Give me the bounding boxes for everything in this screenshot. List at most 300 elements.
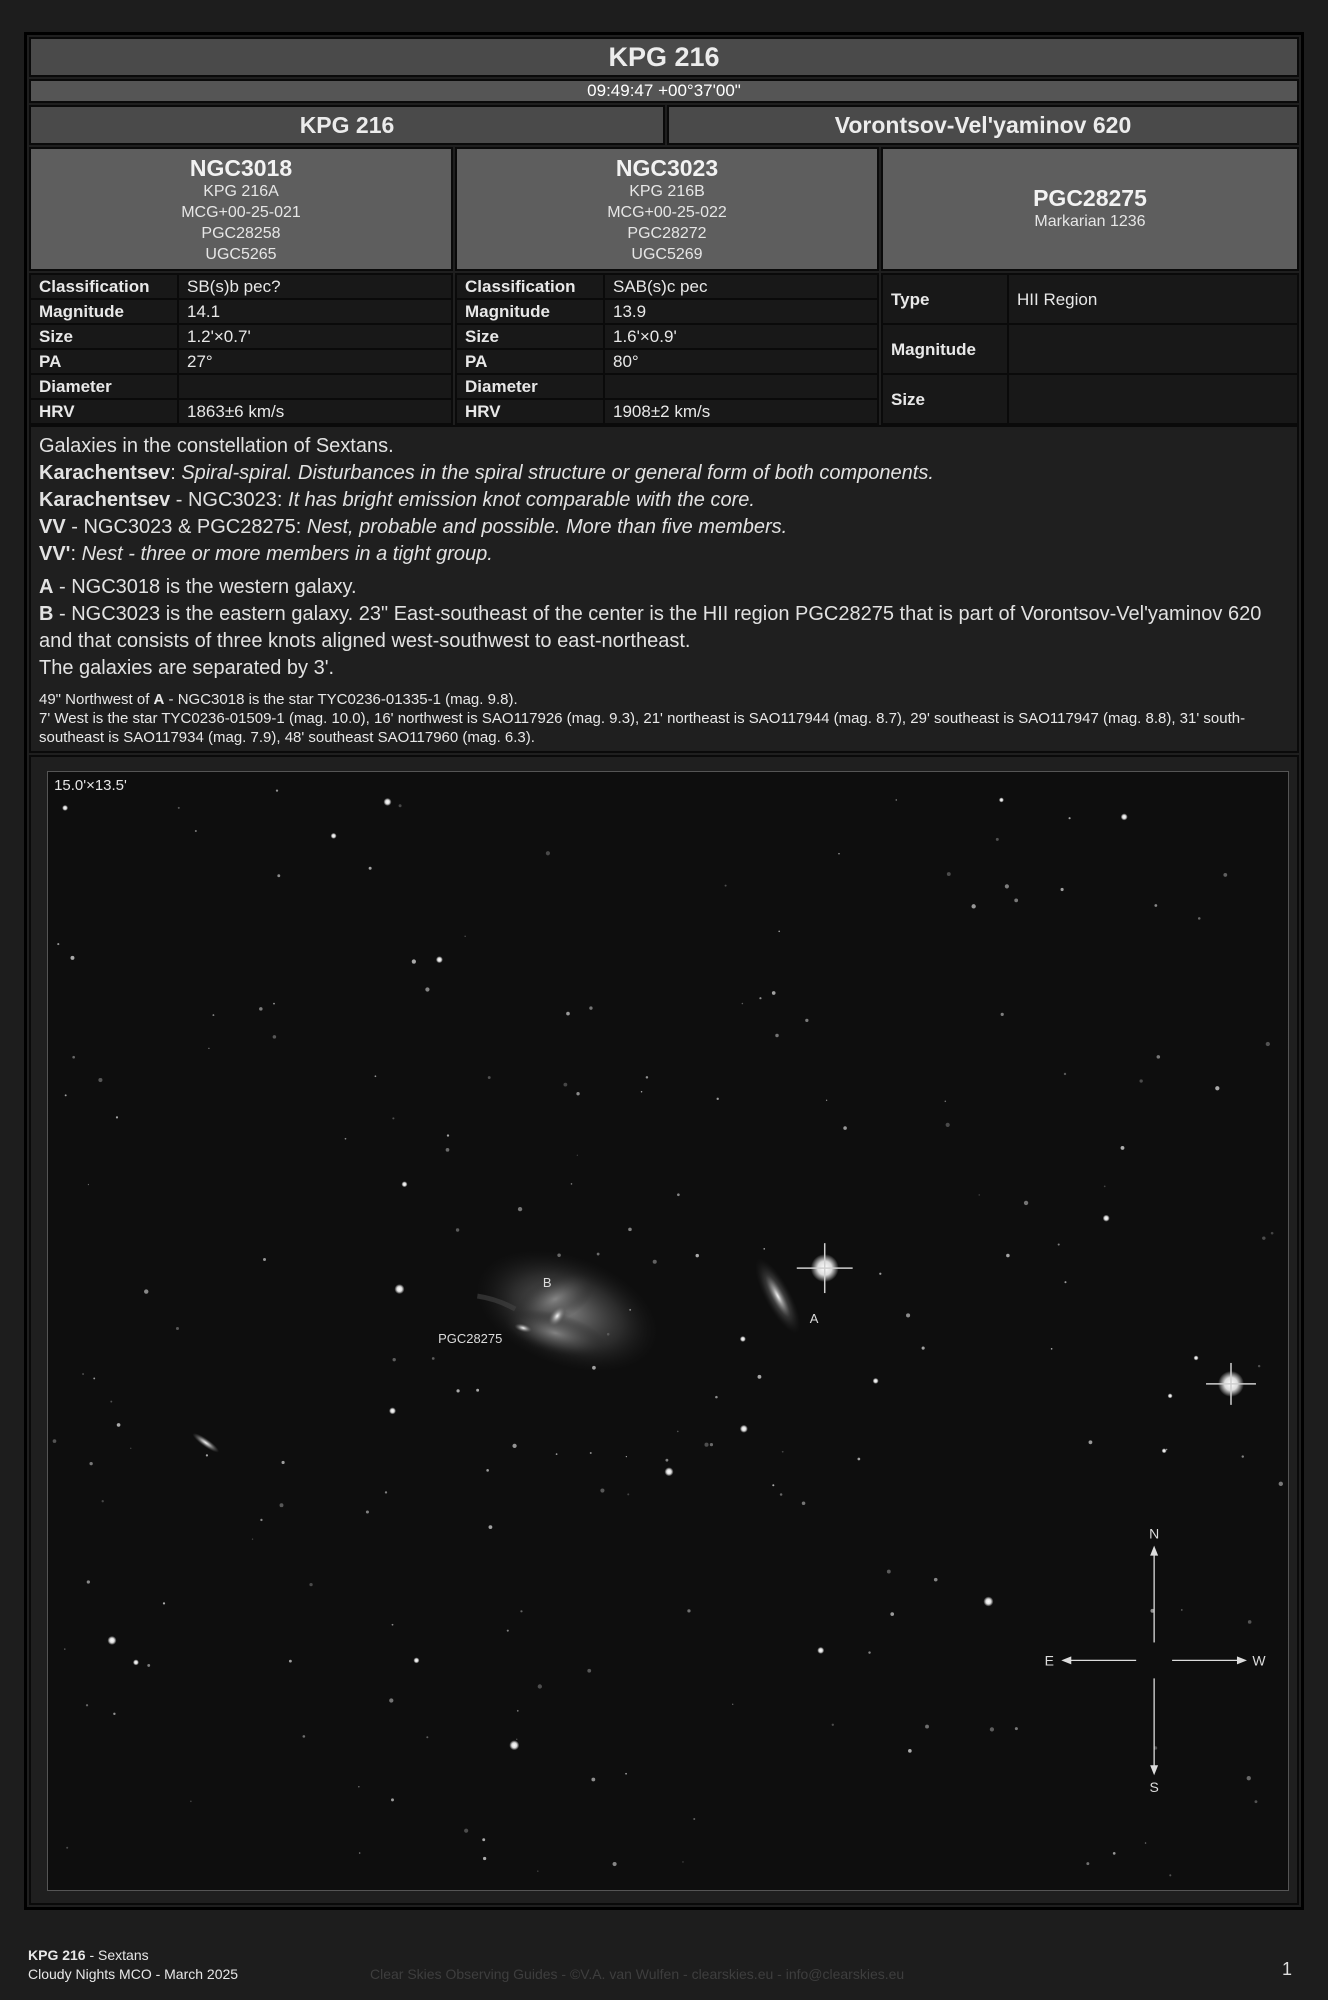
star: [1168, 1393, 1173, 1398]
faint-star: [263, 1258, 266, 1261]
table-row: [456, 324, 878, 349]
faint-star: [392, 1117, 394, 1119]
faint-star: [412, 959, 416, 963]
faint-star: [252, 1538, 253, 1539]
note-label: Karachentsev: [39, 489, 171, 511]
object-alias: KPG 216B: [629, 183, 705, 200]
faint-star: [537, 1871, 538, 1872]
faint-star: [934, 1578, 938, 1582]
faint-star: [717, 1098, 719, 1100]
props-table-ngc3023: [455, 273, 879, 425]
object-ngc3018: [29, 147, 453, 271]
faint-star: [70, 956, 74, 960]
note-text: - NGC3018 is the star TYC0236-01335-1 (mag. 9.8).: [164, 691, 518, 708]
faint-star: [273, 1003, 275, 1005]
faint-star: [591, 1778, 595, 1782]
note-text: - NGC3023 is the eastern galaxy. 23" East-southeast of the center is the HII region PGC28275 that is part of Vorontsov-Vel'yaminov 620 and that consists of three knots aligned west-southwest to east-northeast.: [39, 603, 1262, 652]
note-label: VV: [39, 516, 66, 538]
faint-star: [489, 1525, 493, 1529]
footer-title: KPG 216: [28, 1947, 86, 1963]
faint-star: [147, 1664, 150, 1667]
fov-label: 15.0'×13.5': [54, 776, 127, 794]
guide-sheet: [24, 32, 1304, 1910]
faint-star: [282, 1461, 285, 1464]
star: [108, 1636, 117, 1645]
prop-value: 80°: [604, 349, 878, 374]
faint-star: [358, 1786, 359, 1787]
faint-star: [1113, 1852, 1116, 1855]
faint-star: [590, 1452, 592, 1454]
faint-star: [826, 1100, 827, 1101]
faint-star: [1169, 1874, 1171, 1876]
prop-value: 27°: [178, 349, 452, 374]
faint-star: [1242, 1455, 1244, 1457]
faint-star: [1006, 1254, 1010, 1258]
faint-star: [277, 874, 280, 877]
star: [1194, 1355, 1199, 1360]
faint-star: [178, 807, 180, 809]
faint-star: [1086, 1862, 1089, 1865]
object-alias: PGC28272: [627, 225, 707, 242]
faint-star: [600, 1488, 604, 1492]
faint-star: [273, 1035, 277, 1039]
prop-key: PA: [30, 349, 178, 374]
faint-star: [399, 804, 402, 807]
faint-star: [87, 1580, 90, 1583]
faint-star: [971, 904, 975, 908]
faint-star: [345, 1138, 347, 1140]
faint-star: [1247, 1776, 1251, 1780]
note-text: Spiral-spiral. Disturbances in the spiral structure or general form of both components.: [181, 462, 934, 484]
faint-star: [1145, 1842, 1147, 1844]
faint-star: [1064, 1281, 1066, 1283]
footer-title-suffix: - Sextans: [85, 1947, 149, 1963]
faint-star: [732, 1704, 733, 1705]
table-row: [30, 274, 452, 299]
note-sep: :: [70, 543, 82, 565]
page-number: 1: [1282, 1959, 1293, 1979]
star: [62, 805, 68, 811]
faint-star: [589, 1006, 592, 1009]
faint-star: [538, 1684, 542, 1688]
table-row: [30, 399, 452, 424]
faint-star: [546, 851, 550, 855]
table-row: [30, 374, 452, 399]
faint-star: [208, 1048, 209, 1049]
faint-star: [1223, 873, 1227, 877]
faint-star: [906, 1313, 910, 1317]
faint-star: [289, 1660, 292, 1663]
compass-west: W: [1252, 1652, 1266, 1669]
faint-star: [1051, 1348, 1053, 1350]
faint-star: [392, 1624, 394, 1626]
table-row: [882, 374, 1298, 424]
faint-star: [1279, 1482, 1283, 1486]
faint-star: [613, 1862, 617, 1866]
props-table-pgc28275: [881, 273, 1299, 425]
faint-star: [464, 1829, 468, 1833]
object-pgc28275: [881, 147, 1299, 271]
faint-star: [772, 991, 776, 995]
prop-key: Magnitude: [30, 299, 178, 324]
faint-star: [212, 1014, 214, 1016]
props-table-ngc3018: [29, 273, 453, 425]
faint-star: [1061, 888, 1064, 891]
faint-star: [890, 1612, 894, 1616]
prop-value: HII Region: [1008, 274, 1298, 324]
faint-star: [627, 1493, 629, 1495]
faint-star: [1024, 1201, 1028, 1205]
faint-star: [1248, 1620, 1252, 1624]
note-text: - NGC3018 is the western galaxy.: [53, 576, 357, 598]
note-label: VV': [39, 543, 71, 565]
faint-star: [488, 1076, 491, 1079]
faint-star: [280, 1503, 284, 1507]
object-name: NGC3018: [189, 155, 293, 181]
faint-star: [260, 1519, 262, 1521]
prop-value: 1863±6 km/s: [178, 399, 452, 424]
faint-star: [86, 1704, 88, 1706]
faint-star: [276, 789, 278, 791]
faint-star: [947, 872, 951, 876]
object-alias: Markarian 1236: [1034, 213, 1146, 230]
star: [413, 1657, 419, 1663]
faint-star: [117, 1423, 121, 1427]
faint-star: [447, 1134, 449, 1136]
compass-east: E: [1044, 1652, 1054, 1669]
faint-star: [693, 1818, 695, 1820]
prop-key: PA: [456, 349, 604, 374]
faint-star: [946, 1123, 950, 1127]
star: [133, 1659, 139, 1665]
star: [331, 833, 337, 839]
vv-prime-note: [39, 541, 1289, 568]
prop-value: 1.6'×0.9': [604, 324, 878, 349]
table-row: [882, 324, 1298, 374]
faint-star: [432, 1357, 435, 1360]
faint-star: [1005, 884, 1009, 888]
constellation-note: Galaxies in the constellation of Sextans.: [39, 435, 394, 457]
star: [436, 956, 443, 963]
faint-star: [687, 1609, 690, 1612]
galaxy-b-note: [39, 601, 1289, 655]
faint-star: [868, 1651, 870, 1653]
faint-star: [1069, 817, 1071, 819]
faint-star: [53, 1439, 57, 1443]
faint-star: [1154, 904, 1157, 907]
faint-star: [641, 1091, 642, 1092]
faint-star: [1271, 1232, 1274, 1235]
faint-star: [1198, 917, 1201, 920]
faint-star: [517, 1710, 519, 1712]
star-note-2: 7' West is the star TYC0236-01509-1 (mag. 10.0), 16' northwest is SAO117926 (mag. 9.3), 21' northeast is SAO117944 (mag. 8.7), 29' southeast is SAO117947 (mag. 8.8), 31' south-southeast is SAO117934 (mag. 7.9), 48' southeast SAO117960 (mag. 6.3).: [39, 710, 1246, 746]
faint-star: [206, 1454, 208, 1456]
note-text: It has bright emission knot comparable with the core.: [288, 489, 755, 511]
note-label: Karachentsev: [39, 462, 171, 484]
prop-value: [604, 374, 878, 399]
faint-star: [82, 1373, 83, 1374]
faint-star: [72, 1056, 75, 1059]
faint-star: [176, 1327, 179, 1330]
faint-star: [426, 1736, 428, 1738]
faint-star: [1014, 899, 1018, 903]
faint-star: [391, 1798, 394, 1801]
compass-south: S: [1149, 1779, 1159, 1796]
star: [665, 1467, 674, 1476]
faint-star: [1258, 1365, 1260, 1367]
galaxy-a-note: [39, 574, 1289, 601]
star: [740, 1425, 748, 1433]
note-sep: - NGC3023 & PGC28275:: [65, 516, 307, 538]
karachentsev-ngc3023-note: [39, 487, 1289, 514]
faint-star: [385, 1491, 387, 1493]
faint-star: [696, 1254, 699, 1257]
faint-star: [130, 1448, 131, 1449]
note-label: B: [39, 603, 54, 625]
faint-star: [704, 1443, 708, 1447]
faint-star: [516, 1739, 517, 1740]
faint-star: [190, 1801, 192, 1803]
faint-star: [102, 1500, 104, 1502]
star: [384, 798, 392, 806]
prop-key: Classification: [456, 274, 604, 299]
faint-star: [576, 1092, 579, 1095]
faint-star: [782, 1451, 784, 1453]
karachentsev-note: [39, 460, 1289, 487]
faint-star: [979, 1194, 980, 1195]
label-a: A: [809, 1311, 819, 1327]
notes-panel: [29, 425, 1299, 753]
faint-star: [710, 1443, 713, 1446]
prop-value: 13.9: [604, 299, 878, 324]
table-row: [456, 349, 878, 374]
faint-star: [805, 1019, 808, 1022]
faint-star: [772, 1484, 774, 1486]
object-alias: MCG+00-25-021: [181, 204, 301, 221]
faint-star: [626, 1456, 627, 1457]
sky-image: [47, 771, 1289, 1891]
faint-star: [682, 1861, 683, 1862]
faint-star: [896, 799, 898, 801]
note-text: Nest - three or more members in a tight group.: [81, 543, 493, 565]
faint-star: [375, 1075, 377, 1077]
faint-star: [520, 1610, 522, 1612]
faint-star: [303, 1735, 306, 1738]
faint-star: [802, 1502, 806, 1506]
faint-star: [464, 936, 465, 937]
table-row: [882, 274, 1298, 324]
faint-star: [393, 1358, 396, 1361]
faint-star: [507, 1630, 509, 1632]
faint-star: [571, 1183, 573, 1185]
faint-star: [879, 1273, 881, 1275]
object-alias: MCG+00-25-022: [607, 204, 727, 221]
faint-star: [945, 1101, 947, 1103]
faint-star: [838, 853, 839, 854]
note-sep: :: [170, 462, 182, 484]
table-row: [456, 299, 878, 324]
table-row: [456, 274, 878, 299]
note-sep: - NGC3023:: [170, 489, 289, 511]
faint-star: [587, 1669, 591, 1673]
faint-star: [1255, 1800, 1258, 1803]
faint-star: [89, 1462, 92, 1465]
faint-star: [456, 1389, 459, 1392]
star: [394, 1284, 404, 1294]
object-alias: UGC5269: [631, 246, 703, 263]
note-text: 49" Northwest of: [39, 691, 154, 708]
faint-star: [1058, 1243, 1060, 1245]
faint-star: [518, 1207, 522, 1211]
faint-star: [758, 1375, 762, 1379]
faint-star: [66, 1847, 68, 1849]
faint-star: [476, 1389, 479, 1392]
table-row: [456, 399, 878, 424]
faint-star: [780, 1493, 783, 1496]
faint-star: [259, 1007, 263, 1011]
prop-key: Size: [882, 374, 1008, 424]
faint-star: [369, 867, 372, 870]
faint-star: [456, 1228, 459, 1231]
star: [509, 1740, 519, 1750]
note-label: A: [39, 576, 54, 598]
faint-star: [1266, 1042, 1270, 1046]
faint-star: [646, 1076, 648, 1078]
prop-value: [1008, 324, 1298, 374]
faint-star: [1089, 1440, 1093, 1444]
faint-star: [359, 1852, 361, 1854]
faint-star: [446, 1148, 450, 1152]
note-label: A: [153, 691, 165, 708]
faint-star: [715, 1396, 718, 1399]
prop-key: Diameter: [30, 374, 178, 399]
faint-star: [742, 1003, 744, 1005]
object-alias: UGC5265: [205, 246, 277, 263]
prop-key: Magnitude: [882, 324, 1008, 374]
faint-star: [996, 838, 999, 841]
faint-star: [677, 1431, 679, 1433]
object-alias: PGC28258: [201, 225, 281, 242]
faint-star: [366, 1510, 369, 1513]
prop-key: HRV: [30, 399, 178, 424]
coordinates: 09:49:47 +00°37'00": [29, 79, 1299, 103]
faint-star: [1262, 1236, 1265, 1239]
star-note-1: [39, 690, 1289, 709]
note-text: Nest, probable and possible. More than five members.: [306, 516, 788, 538]
faint-star: [64, 1648, 65, 1649]
object-name: NGC3023: [615, 155, 719, 181]
object-name: PGC28275: [1033, 185, 1147, 211]
faint-star: [88, 1184, 89, 1185]
faint-star: [763, 1248, 765, 1250]
star: [389, 1407, 396, 1414]
faint-star: [925, 1725, 929, 1729]
prop-key: Type: [882, 274, 1008, 324]
prop-key: Diameter: [456, 374, 604, 399]
faint-star: [556, 1453, 558, 1455]
faint-star: [843, 1126, 847, 1130]
prop-value: 14.1: [178, 299, 452, 324]
faint-star: [1121, 1146, 1125, 1150]
faint-star: [858, 1458, 861, 1461]
faint-star: [1139, 1079, 1142, 1082]
faint-star: [566, 1012, 570, 1016]
faint-star: [1104, 1185, 1106, 1187]
faint-star: [778, 930, 780, 932]
object-alias: KPG 216A: [203, 183, 279, 200]
faint-star: [628, 1228, 632, 1232]
faint-star: [57, 943, 59, 945]
prop-value: [178, 374, 452, 399]
faint-star: [625, 1773, 627, 1775]
faint-star: [116, 1116, 118, 1118]
star: [817, 1647, 824, 1654]
faint-star: [922, 1347, 925, 1350]
faint-star: [93, 1377, 95, 1379]
faint-star: [1001, 1013, 1004, 1016]
footer-line2: Cloudy Nights MCO - March 2025: [28, 1966, 239, 1982]
faint-star: [482, 1838, 485, 1841]
faint-star: [1215, 1086, 1219, 1090]
faint-star: [832, 1724, 834, 1726]
object-ngc3023: [455, 147, 879, 271]
table-row: [30, 324, 452, 349]
star: [999, 797, 1004, 802]
faint-star: [483, 1857, 486, 1860]
image-frame: [29, 755, 1299, 1905]
sky-background: [48, 772, 1288, 1890]
group-kpg: KPG 216: [29, 105, 665, 145]
faint-star: [113, 1713, 115, 1715]
prop-value: SB(s)b pec?: [178, 274, 452, 299]
star: [983, 1597, 993, 1607]
faint-star: [597, 1253, 600, 1256]
faint-star: [665, 1459, 668, 1462]
faint-star: [563, 1083, 567, 1087]
prop-key: Size: [30, 324, 178, 349]
faint-star: [1157, 1055, 1161, 1059]
prop-value: [1008, 374, 1298, 424]
prop-key: Size: [456, 324, 604, 349]
faint-star: [1166, 1449, 1167, 1450]
faint-star: [486, 1469, 489, 1472]
compass-north: N: [1149, 1525, 1160, 1542]
faint-star: [425, 987, 429, 991]
star: [873, 1378, 879, 1384]
table-row: [30, 349, 452, 374]
star: [401, 1181, 407, 1187]
page-title: KPG 216: [29, 37, 1299, 77]
table-row: [30, 299, 452, 324]
faint-star: [389, 1698, 393, 1702]
faint-star: [195, 830, 197, 832]
faint-star: [990, 1727, 994, 1731]
faint-star: [887, 1570, 891, 1574]
group-vv: Vorontsov-Vel'yaminov 620: [667, 105, 1299, 145]
faint-star: [775, 1034, 778, 1037]
faint-star: [98, 1078, 102, 1082]
star: [1162, 1448, 1167, 1453]
faint-star: [512, 1444, 516, 1448]
faint-star: [725, 885, 727, 887]
prop-key: HRV: [456, 399, 604, 424]
faint-star: [577, 1155, 578, 1156]
faint-star: [65, 1094, 67, 1096]
faint-star: [908, 1749, 912, 1753]
faint-star: [309, 1583, 312, 1586]
prop-value: 1908±2 km/s: [604, 399, 878, 424]
star: [1121, 813, 1128, 820]
